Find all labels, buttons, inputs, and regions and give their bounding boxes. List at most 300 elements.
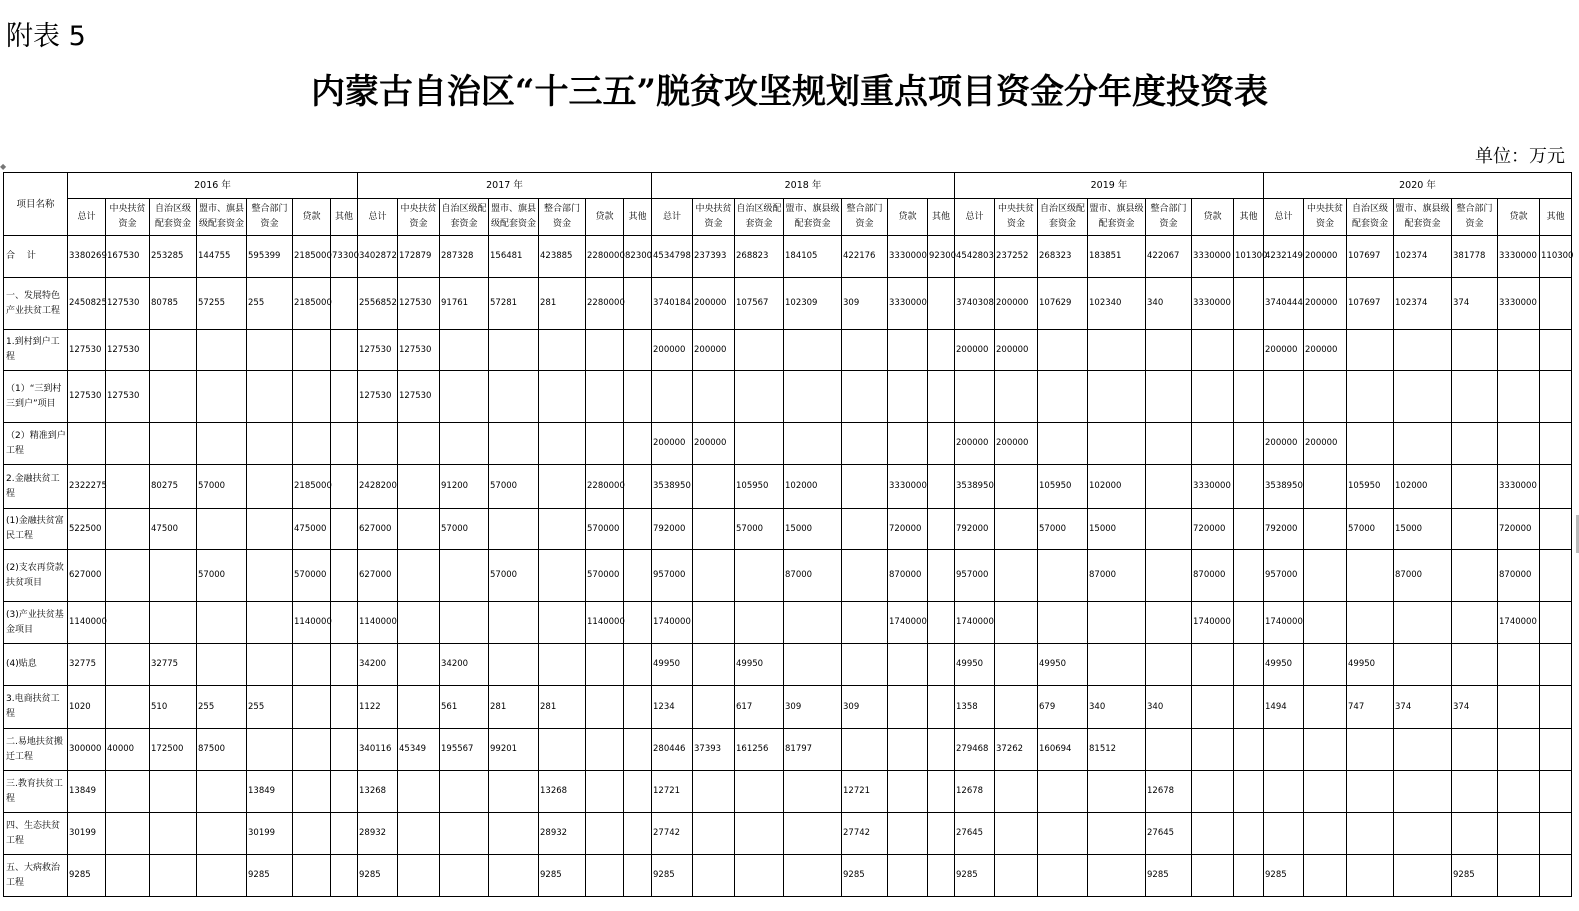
table-cell: 200000 [693, 278, 735, 330]
table-cell: 13849 [247, 771, 293, 813]
table-cell [693, 602, 735, 644]
year-header: 2016 年 [68, 173, 358, 199]
table-cell [247, 602, 293, 644]
table-cell [1146, 371, 1192, 423]
table-cell [331, 550, 358, 602]
table-cell [624, 423, 652, 465]
table-cell [1394, 729, 1452, 771]
table-cell: 3538950 [1264, 465, 1304, 509]
table-cell [1452, 330, 1498, 371]
table-cell [928, 550, 955, 602]
table-cell: 127530 [358, 330, 398, 371]
table-cell [440, 371, 489, 423]
table-cell: 57000 [489, 465, 539, 509]
table-cell [1540, 602, 1572, 644]
table-cell [1234, 729, 1264, 771]
column-subheader: 整合部门资金 [539, 199, 586, 236]
table-cell: 200000 [693, 423, 735, 465]
table-cell [624, 550, 652, 602]
table-cell [928, 509, 955, 550]
table-cell: 34200 [440, 644, 489, 686]
table-cell [539, 729, 586, 771]
table-cell [150, 771, 197, 813]
year-header: 2018 年 [652, 173, 955, 199]
table-cell [693, 771, 735, 813]
table-cell [1192, 423, 1234, 465]
table-cell [624, 855, 652, 897]
table-cell: 57000 [489, 550, 539, 602]
table-cell [1038, 371, 1088, 423]
table-cell [624, 330, 652, 371]
table-cell [928, 813, 955, 855]
table-cell: 679 [1038, 686, 1088, 729]
table-cell [586, 644, 624, 686]
table-cell [928, 771, 955, 813]
table-cell: 281 [539, 278, 586, 330]
table-cell: 57000 [197, 550, 247, 602]
table-cell: 9285 [1452, 855, 1498, 897]
row-label: 五、大病救治工程 [4, 855, 68, 897]
table-cell [693, 855, 735, 897]
table-cell [1347, 330, 1394, 371]
table-cell: 3330000 [888, 278, 928, 330]
table-cell: 3740184 [652, 278, 693, 330]
table-cell: 3740308 [955, 278, 995, 330]
table-cell [1192, 855, 1234, 897]
table-cell: 45349 [398, 729, 440, 771]
table-cell: 570000 [586, 550, 624, 602]
table-cell [1088, 423, 1146, 465]
table-cell [1540, 371, 1572, 423]
table-cell [331, 278, 358, 330]
table-cell [1540, 423, 1572, 465]
table-row [4, 509, 1572, 550]
table-cell: 13268 [358, 771, 398, 813]
table-cell: 570000 [586, 509, 624, 550]
table-cell [1192, 644, 1234, 686]
table-cell: 107629 [1038, 278, 1088, 330]
table-row [4, 771, 1572, 813]
table-cell: 200000 [955, 423, 995, 465]
table-cell: 81797 [784, 729, 842, 771]
table-cell: 105950 [1038, 465, 1088, 509]
table-cell [539, 509, 586, 550]
table-cell: 160694 [1038, 729, 1088, 771]
table-cell: 720000 [888, 509, 928, 550]
table-cell [928, 423, 955, 465]
table-cell [331, 509, 358, 550]
table-cell [842, 509, 888, 550]
column-subheader: 总计 [68, 199, 106, 236]
table-cell: 30199 [68, 813, 106, 855]
table-cell [1304, 644, 1347, 686]
table-cell [489, 855, 539, 897]
table-cell [1394, 771, 1452, 813]
table-cell: 110300 [1540, 236, 1572, 278]
table-cell [150, 602, 197, 644]
table-cell [784, 602, 842, 644]
table-cell [293, 644, 331, 686]
table-cell [247, 729, 293, 771]
table-cell: 195567 [440, 729, 489, 771]
table-cell [539, 550, 586, 602]
table-row [4, 602, 1572, 644]
table-cell [331, 813, 358, 855]
column-subheader: 总计 [358, 199, 398, 236]
table-cell [1540, 729, 1572, 771]
table-cell: 3538950 [955, 465, 995, 509]
table-cell [440, 813, 489, 855]
table-cell [735, 771, 784, 813]
column-subheader: 总计 [955, 199, 995, 236]
table-cell [1540, 644, 1572, 686]
table-cell [1146, 330, 1192, 371]
table-cell [440, 602, 489, 644]
table-cell: 87500 [197, 729, 247, 771]
table-cell [693, 371, 735, 423]
column-subheader: 其他 [1540, 199, 1572, 236]
table-cell [1498, 330, 1540, 371]
table-cell [197, 771, 247, 813]
table-cell: 102309 [784, 278, 842, 330]
table-cell: 3538950 [652, 465, 693, 509]
table-cell [1498, 686, 1540, 729]
column-subheader: 贷款 [293, 199, 331, 236]
table-cell [624, 602, 652, 644]
table-cell: 34200 [358, 644, 398, 686]
table-cell [1192, 813, 1234, 855]
investment-table [3, 172, 1572, 897]
table-cell [1498, 644, 1540, 686]
table-cell: 2185000 [293, 278, 331, 330]
table-row [4, 550, 1572, 602]
table-cell [1540, 278, 1572, 330]
table-cell: 1740000 [1192, 602, 1234, 644]
table-cell [1304, 729, 1347, 771]
table-cell [1146, 509, 1192, 550]
table-cell [398, 813, 440, 855]
table-cell: 200000 [955, 330, 995, 371]
table-cell [440, 330, 489, 371]
table-cell [995, 465, 1038, 509]
table-cell [1234, 771, 1264, 813]
column-subheader: 盟市、旗县级配套资金 [1088, 199, 1146, 236]
row-label: 合 计 [4, 236, 68, 278]
table-cell [995, 855, 1038, 897]
table-cell [842, 729, 888, 771]
table-cell: 340116 [358, 729, 398, 771]
table-cell: 49950 [735, 644, 784, 686]
table-cell [106, 686, 150, 729]
table-cell: 127530 [68, 330, 106, 371]
table-cell [106, 855, 150, 897]
table-cell [68, 423, 106, 465]
table-cell [1234, 602, 1264, 644]
table-cell [293, 686, 331, 729]
table-cell [197, 423, 247, 465]
table-cell [150, 371, 197, 423]
table-cell [928, 686, 955, 729]
column-subheader: 整合部门资金 [1146, 199, 1192, 236]
column-subheader: 总计 [652, 199, 693, 236]
table-cell: 309 [784, 686, 842, 729]
table-cell: 268323 [1038, 236, 1088, 278]
table-cell [586, 330, 624, 371]
table-cell: 570000 [293, 550, 331, 602]
year-header: 2019 年 [955, 173, 1264, 199]
table-cell: 1140000 [293, 602, 331, 644]
row-label: (4)贴息 [4, 644, 68, 686]
table-cell: 57000 [197, 465, 247, 509]
table-cell: 510 [150, 686, 197, 729]
table-cell [1498, 771, 1540, 813]
table-cell [331, 644, 358, 686]
table-cell [1038, 602, 1088, 644]
table-cell [784, 771, 842, 813]
table-cell [1088, 813, 1146, 855]
table-cell: 57281 [489, 278, 539, 330]
table-cell [1347, 550, 1394, 602]
table-cell [928, 644, 955, 686]
table-cell [1498, 855, 1540, 897]
table-cell [888, 771, 928, 813]
table-cell: 91200 [440, 465, 489, 509]
table-cell [440, 771, 489, 813]
table-cell [106, 644, 150, 686]
table-cell [1234, 371, 1264, 423]
column-subheader: 整合部门资金 [1452, 199, 1498, 236]
table-cell [928, 330, 955, 371]
row-label: （2）精准到户工程 [4, 423, 68, 465]
table-cell [489, 330, 539, 371]
table-cell: 255 [247, 278, 293, 330]
table-cell [888, 644, 928, 686]
table-cell [1540, 855, 1572, 897]
table-cell: 200000 [995, 423, 1038, 465]
table-cell: 522500 [68, 509, 106, 550]
table-cell [1264, 371, 1304, 423]
table-cell: 747 [1347, 686, 1394, 729]
table-cell [1452, 465, 1498, 509]
column-subheader: 自治区级配套资金 [735, 199, 784, 236]
table-cell [1088, 330, 1146, 371]
table-cell [586, 686, 624, 729]
table-cell [586, 855, 624, 897]
table-cell [1234, 465, 1264, 509]
table-cell [331, 729, 358, 771]
table-cell: 617 [735, 686, 784, 729]
table-cell: 127530 [398, 330, 440, 371]
table-cell: 12721 [652, 771, 693, 813]
table-cell [293, 330, 331, 371]
table-cell: 127530 [358, 371, 398, 423]
table-cell [358, 423, 398, 465]
table-cell [1540, 330, 1572, 371]
table-cell: 2280000 [586, 278, 624, 330]
table-cell [586, 813, 624, 855]
table-cell [735, 813, 784, 855]
table-cell [331, 465, 358, 509]
table-cell [293, 371, 331, 423]
table-cell [1192, 371, 1234, 423]
table-cell [293, 771, 331, 813]
table-cell: 49950 [1347, 644, 1394, 686]
table-cell [539, 371, 586, 423]
table-cell [1304, 771, 1347, 813]
table-cell [106, 771, 150, 813]
table-cell: 92300 [928, 236, 955, 278]
table-cell [1347, 423, 1394, 465]
table-cell: 144755 [197, 236, 247, 278]
table-cell: 49950 [955, 644, 995, 686]
table-cell: 870000 [1192, 550, 1234, 602]
table-cell [331, 771, 358, 813]
table-cell: 2428200 [358, 465, 398, 509]
table-cell: 287328 [440, 236, 489, 278]
table-cell: 200000 [995, 278, 1038, 330]
column-subheader: 中央扶贫资金 [1304, 199, 1347, 236]
table-cell [331, 602, 358, 644]
table-cell: 91761 [440, 278, 489, 330]
table-cell [842, 644, 888, 686]
table-cell [150, 813, 197, 855]
table-cell: 37393 [693, 729, 735, 771]
table-cell [1088, 602, 1146, 644]
table-cell: 720000 [1192, 509, 1234, 550]
table-cell [888, 686, 928, 729]
table-cell [624, 371, 652, 423]
table-cell [1452, 550, 1498, 602]
table-cell: 9285 [358, 855, 398, 897]
table-cell: 3740444 [1264, 278, 1304, 330]
table-cell: 340 [1146, 278, 1192, 330]
table-cell: 80785 [150, 278, 197, 330]
table-cell: 422176 [842, 236, 888, 278]
table-cell: 73300 [331, 236, 358, 278]
table-cell: 253285 [150, 236, 197, 278]
table-cell: 280446 [652, 729, 693, 771]
table-cell [331, 371, 358, 423]
row-label: 一、发展特色产业扶贫工程 [4, 278, 68, 330]
table-cell: 99201 [489, 729, 539, 771]
table-cell: 4534798 [652, 236, 693, 278]
table-cell: 268823 [735, 236, 784, 278]
table-cell [1498, 729, 1540, 771]
row-label: 四、生态扶贫工程 [4, 813, 68, 855]
table-cell: 107697 [1347, 236, 1394, 278]
table-cell: 422067 [1146, 236, 1192, 278]
table-cell: 3330000 [1498, 278, 1540, 330]
table-cell [624, 278, 652, 330]
table-cell [1234, 644, 1264, 686]
table-cell: 3380269 [68, 236, 106, 278]
table-cell: 57255 [197, 278, 247, 330]
column-subheader: 中央扶贫资金 [995, 199, 1038, 236]
table-cell: 1740000 [1498, 602, 1540, 644]
table-cell [398, 686, 440, 729]
table-cell [1394, 644, 1452, 686]
table-cell: 127530 [68, 371, 106, 423]
table-cell [489, 602, 539, 644]
table-cell: 595399 [247, 236, 293, 278]
table-cell [293, 423, 331, 465]
table-cell [842, 465, 888, 509]
table-cell [1304, 550, 1347, 602]
table-cell [1304, 465, 1347, 509]
table-cell: 281 [489, 686, 539, 729]
table-cell [784, 644, 842, 686]
table-cell [1452, 813, 1498, 855]
table-cell [1304, 855, 1347, 897]
table-cell [995, 644, 1038, 686]
table-cell: 200000 [652, 423, 693, 465]
table-cell: 1740000 [1264, 602, 1304, 644]
column-subheader: 中央扶贫资金 [398, 199, 440, 236]
table-cell [928, 278, 955, 330]
column-header-project-name: 项目名称 [4, 173, 68, 236]
table-cell [247, 330, 293, 371]
row-label: (2)支农再贷款扶贫项目 [4, 550, 68, 602]
table-cell [293, 813, 331, 855]
table-cell: 3330000 [1192, 236, 1234, 278]
table-row [4, 855, 1572, 897]
table-cell [247, 465, 293, 509]
table-cell [106, 465, 150, 509]
table-cell: 300000 [68, 729, 106, 771]
table-cell [624, 686, 652, 729]
table-cell: 183851 [1088, 236, 1146, 278]
page-title: 内蒙古自治区“十三五”脱贫攻坚规划重点项目资金分年度投资表 [310, 72, 1269, 112]
table-cell [331, 330, 358, 371]
table-cell [586, 371, 624, 423]
table-cell: 1140000 [586, 602, 624, 644]
table-cell [106, 602, 150, 644]
table-cell [586, 729, 624, 771]
table-cell: 792000 [955, 509, 995, 550]
table-cell: 200000 [652, 330, 693, 371]
column-subheader: 其他 [1234, 199, 1264, 236]
table-cell [624, 771, 652, 813]
table-cell [293, 729, 331, 771]
table-cell: 57000 [1038, 509, 1088, 550]
column-subheader: 盟市、旗县级配套资金 [489, 199, 539, 236]
table-cell: 80275 [150, 465, 197, 509]
table-cell: 4542803 [955, 236, 995, 278]
table-cell [1452, 644, 1498, 686]
table-cell: 237393 [693, 236, 735, 278]
table-cell [1347, 771, 1394, 813]
table-cell [1394, 855, 1452, 897]
table-cell [398, 423, 440, 465]
table-cell: 9285 [652, 855, 693, 897]
table-cell: 27742 [652, 813, 693, 855]
table-row [4, 330, 1572, 371]
table-cell [247, 371, 293, 423]
table-cell [928, 855, 955, 897]
column-subheader: 贷款 [1498, 199, 1540, 236]
table-cell [624, 644, 652, 686]
table-cell [842, 423, 888, 465]
table-cell [1394, 602, 1452, 644]
table-cell [693, 644, 735, 686]
table-cell: 102374 [1394, 236, 1452, 278]
table-cell [1146, 465, 1192, 509]
table-cell [995, 371, 1038, 423]
table-cell [1452, 423, 1498, 465]
table-cell [1234, 550, 1264, 602]
table-cell: 561 [440, 686, 489, 729]
table-cell: 57000 [1347, 509, 1394, 550]
